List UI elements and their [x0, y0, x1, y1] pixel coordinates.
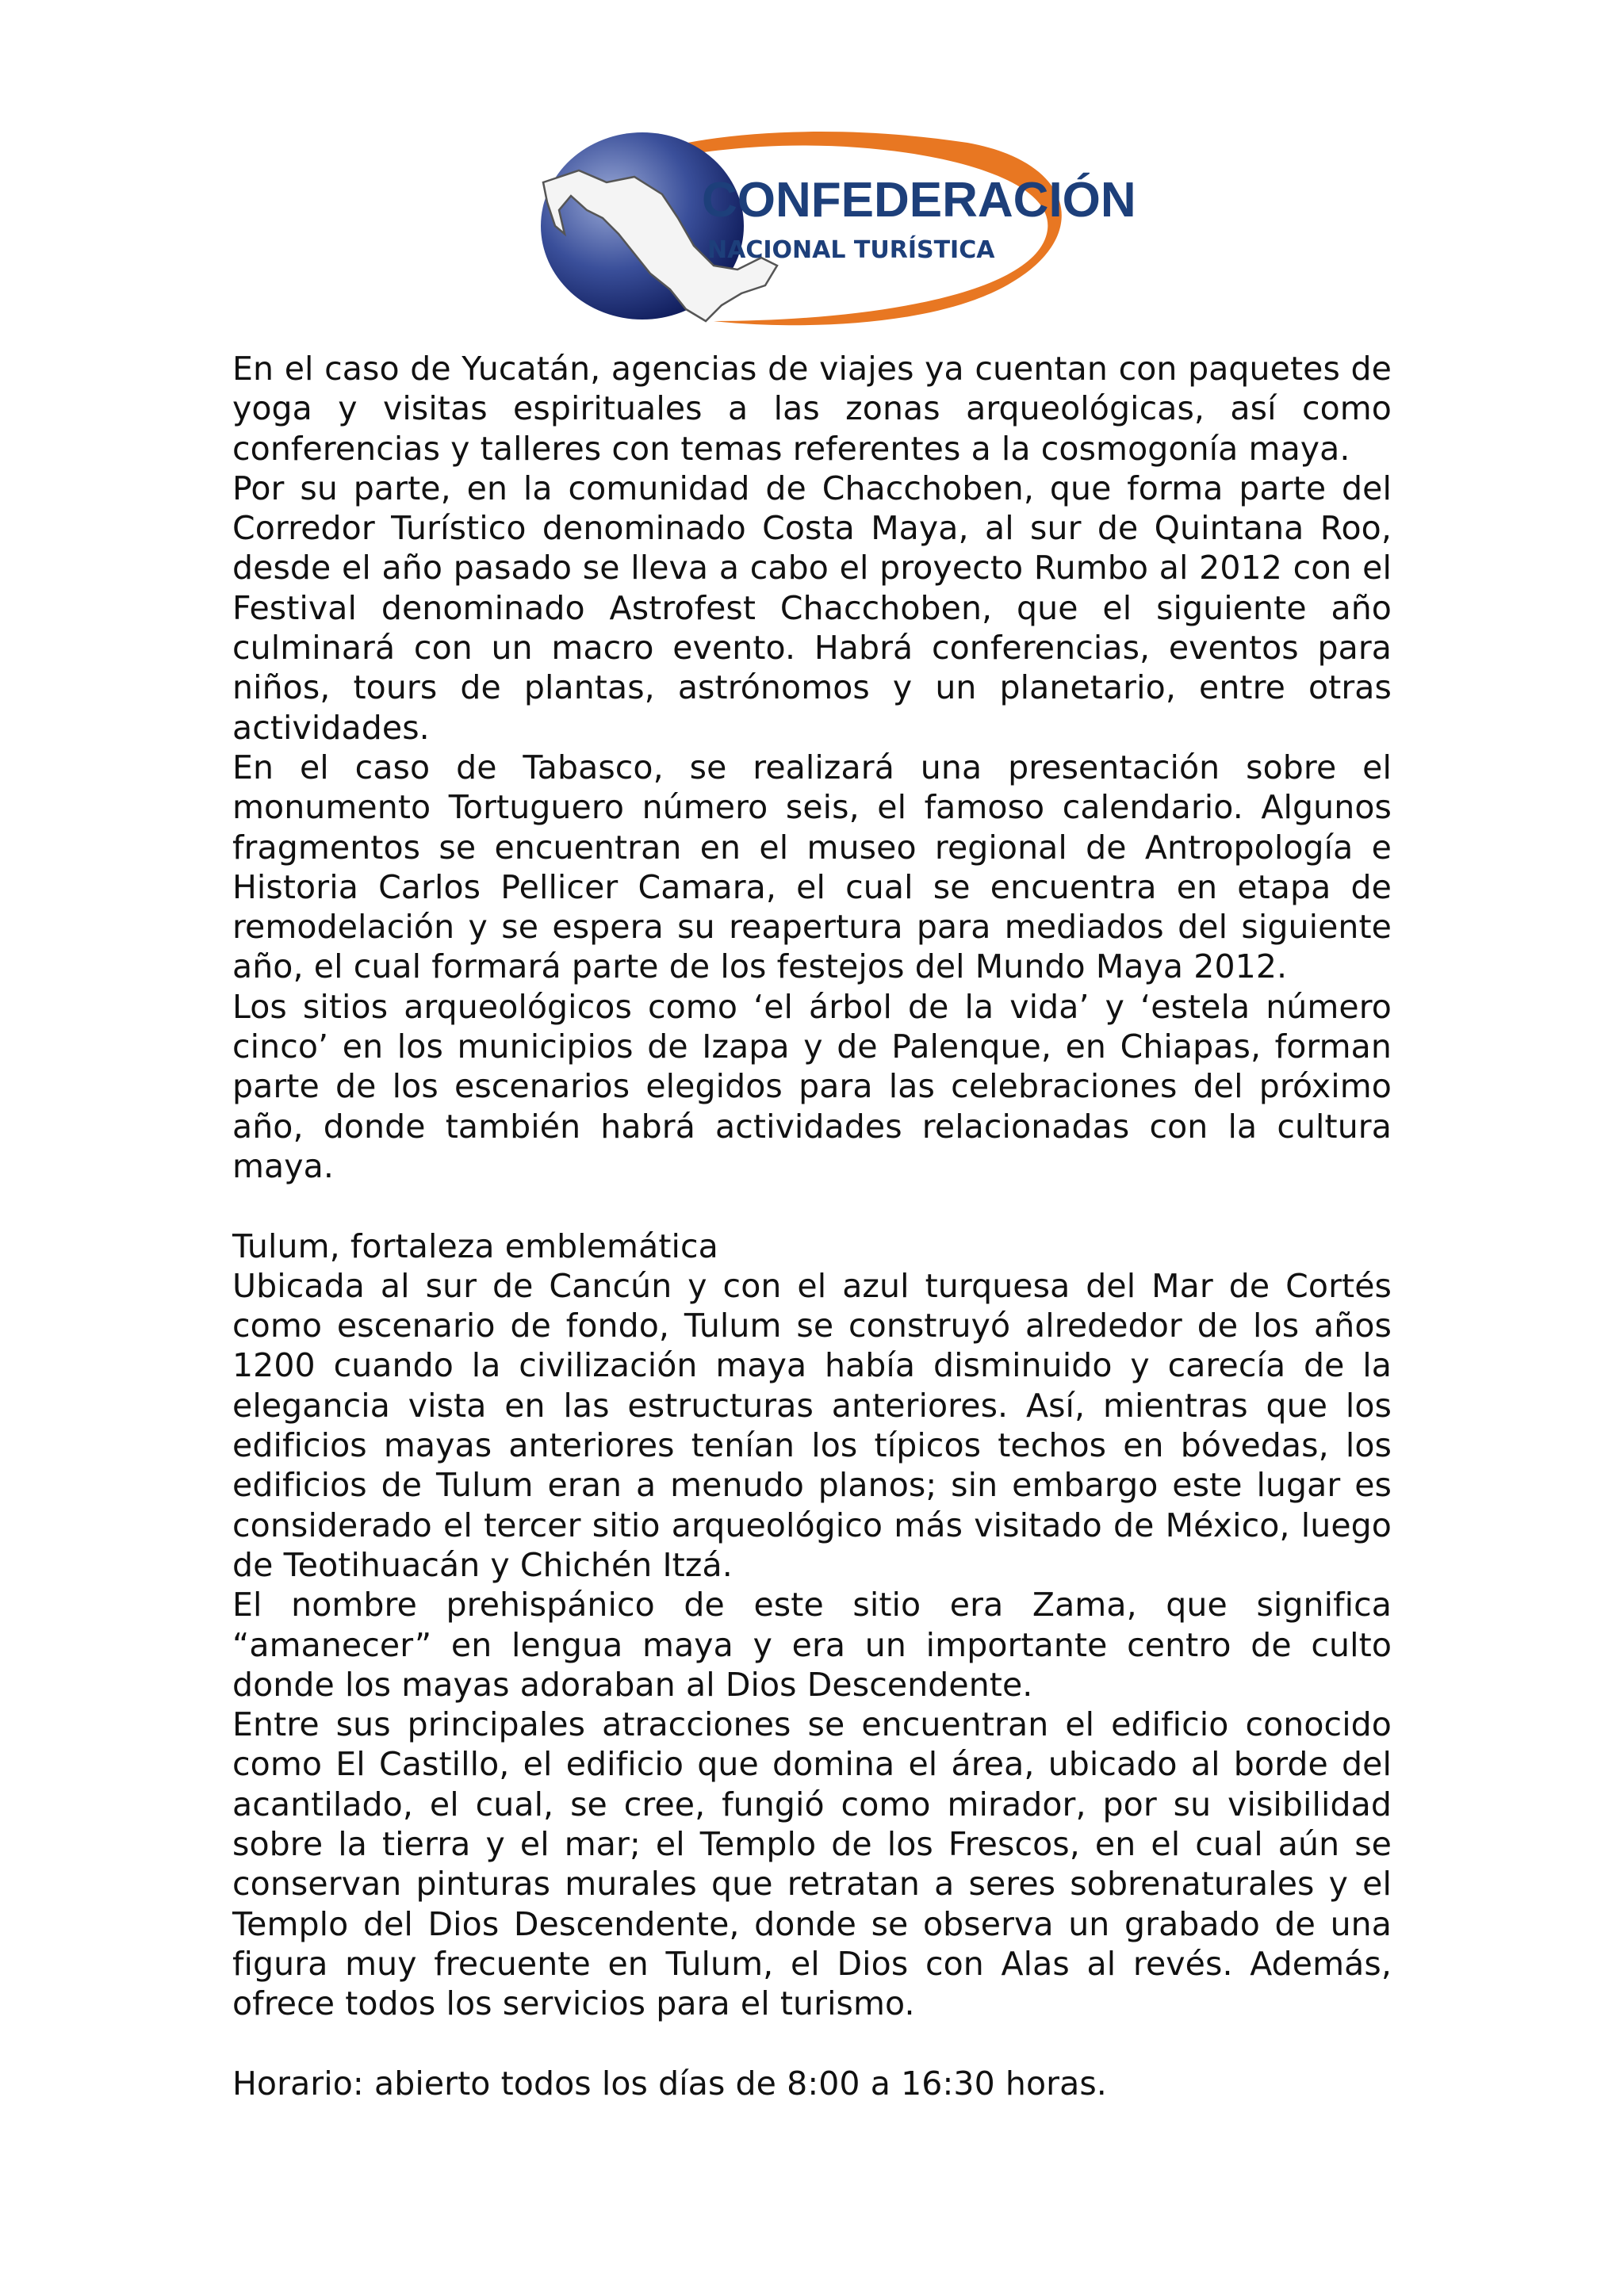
paragraph-chiapas: Los sitios arqueológicos como ‘el árbol de la vida’ y ‘estela número cinco’ en los municipios de Izapa y de Palenque, en Chiapas, forman parte de los escenarios elegidos para las celebraciones del próximo año, donde también habrá actividades relacionadas con la cultura maya.: [232, 987, 1392, 1185]
confederacion-logo: [523, 107, 1136, 345]
spacer: [232, 2023, 1392, 2063]
spacer: [232, 1186, 1392, 1226]
paragraph-chacchoben: Por su parte, en la comunidad de Chacchoben, que forma parte del Corredor Turístico denominado Costa Maya, al sur de Quintana Roo, desde el año pasado se lleva a cabo el proyecto Rumbo al 2012 con el Festival denominado Astrofest Chacchoben, que el siguiente año culminará con un macro evento. Habrá conferencias, eventos para niños, tours de plantas, astrónomos y un planetario, entre otras actividades.: [232, 469, 1392, 747]
paragraph-tulum-location: Ubicada al sur de Cancún y con el azul turquesa del Mar de Cortés como escenario de fondo, Tulum se construyó alrededor de los años 1200 cuando la civilización maya había disminuido y carecía de la elegancia vista en las estructuras anteriores. Así, mientras que los edificios mayas anteriores tenían los típicos techos en bóvedas, los edificios de Tulum eran a menudo planos; sin embargo este lugar es considerado el tercer sitio arqueológico más visitado de México, luego de Teotihuacán y Chichén Itzá.: [232, 1266, 1392, 1584]
paragraph-zama: El nombre prehispánico de este sitio era Zama, que significa “amanecer” en lengua maya y era un importante centro de culto donde los mayas adoraban al Dios Descendente.: [232, 1586, 1392, 1704]
opening-hours: Horario: abierto todos los días de 8:00 a 16:30 horas.: [232, 2064, 1107, 2103]
article-body: [232, 349, 1392, 2103]
paragraph-yucatan: En el caso de Yucatán, agencias de viajes ya cuentan con paquetes de yoga y visitas espirituales a las zonas arqueológicas, así como conferencias y talleres con temas referentes a la cosmogonía maya.: [232, 350, 1392, 468]
logo-line2: NACIONAL TURÍSTICA: [707, 236, 995, 264]
logo-line1: CONFEDERACIÓN: [702, 173, 1136, 228]
paragraph-attractions: Entre sus principales atracciones se encuentran el edificio conocido como El Castillo, el edificio que domina el área, ubicado al borde del acantilado, el cual, se cree, fungió como mirador, por su visibilidad sobre la tierra y el mar; el Templo de los Frescos, en el cual aún se conservan pinturas murales que retratan a seres sobrenaturales y el Templo del Dios Descendente, donde se observa un grabado de una figura muy frecuente en Tulum, el Dios con Alas al revés. Además, ofrece todos los servicios para el turismo.: [232, 1705, 1392, 2023]
section-heading: Tulum, fortaleza emblemática: [232, 1226, 718, 1265]
paragraph-tabasco: En el caso de Tabasco, se realizará una presentación sobre el monumento Tortuguero número seis, el famoso calendario. Algunos fragmentos se encuentran en el museo regional de Antropología e Historia Carlos Pellicer Camara, el cual se encuentra en etapa de remodelación y se espera su reapertura para mediados del siguiente año, el cual formará parte de los festejos del Mundo Maya 2012.: [232, 748, 1392, 986]
